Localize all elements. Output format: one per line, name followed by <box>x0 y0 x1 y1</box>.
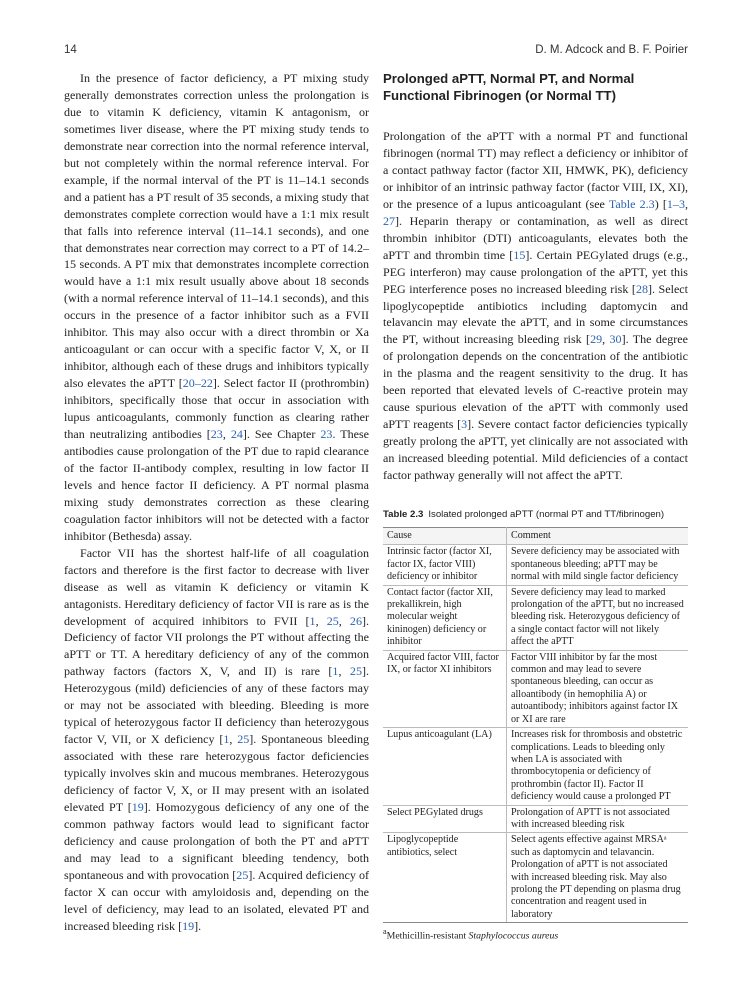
running-header <box>64 44 688 60</box>
paragraph: Prolongation of the aPTT with a normal PT and functional fibrinogen (normal TT) may reflect a deficiency or inhibitor of a contact pathway factor (factor XII, HMWK, PK), deficiency or inhibitor of an intrinsic pathway factor (factor VIII, IX, XI), or the presence of a lupus anticoagulant (see Table 2.3) [1–3, 27]. Heparin therapy or contamination, as well as direct thrombin inhibitor (DTI) anticoagulants, elevates both the aPTT and thrombin time [15]. Certain PEGylated drugs (e.g., PEG interferon) may cause prolongation of the aPTT, yet this PEG interference poses no increased bleeding risk [28]. Select lipoglycopeptide antibiotics including daptomycin and telavancin may elevate the aPTT, and in some circumstances the PT, without increasing bleeding risk [29, 30]. The degree of prolongation depends on the concentration of the antibiotic in the plasma and the reagent sensitivity to the drug. It has been reported that elevated levels of C-reactive protein may cause spurious elevation of the aPTT with commonly used aPTT reagents [3]. Severe contact factor deficiencies typically greatly prolong the aPTT, yet clinically are not associated with an increased bleeding potential. Mild deficiencies of a contact factor pathway generally will not affect the aPTT. <box>383 129 689 483</box>
table-row <box>383 833 688 923</box>
table-row <box>383 650 688 727</box>
column-header-comment: Comment <box>507 528 689 545</box>
cell-cause: Select PEGylated drugs <box>383 805 507 833</box>
footnote-text: Methicillin-resistant <box>386 930 469 942</box>
citation-link[interactable]: 19 <box>182 918 195 933</box>
table-row <box>383 728 688 805</box>
right-column <box>383 70 688 941</box>
cell-comment: Severe deficiency may be associated with spontaneous bleeding; aPTT may be normal with mild single factor deficiency <box>507 545 689 585</box>
table-row <box>383 545 688 585</box>
table-label: Table 2.3 <box>383 509 424 521</box>
citation-link[interactable]: 25 <box>349 664 362 679</box>
citation-link[interactable]: 1 <box>332 664 339 679</box>
section-title: Prolonged aPTT, Normal PT, and Normal Functional Fibrinogen (or Normal TT) <box>383 71 635 103</box>
column-header-cause: Cause <box>383 528 507 545</box>
cell-cause: Acquired factor VIII, factor IX, or factor XI inhibitors <box>383 650 507 727</box>
citation-link[interactable]: 20–22 <box>182 376 213 391</box>
cell-cause: Intrinsic factor (factor XI, factor IX, factor VIII) deficiency or inhibitor <box>383 545 507 585</box>
table-2-3 <box>383 527 688 923</box>
cell-comment: Factor VIII inhibitor by far the most common and may lead to severe spontaneous bleeding, can occur as alloantibody (in hemophilia A) or autoantibody; inhibitors against factor IX or XI are rare <box>507 650 689 727</box>
citation-link[interactable]: Table 2.3 <box>608 196 655 211</box>
citation-link[interactable]: 1 <box>309 613 316 628</box>
left-column <box>64 70 369 935</box>
table-body <box>383 545 688 923</box>
citation-link[interactable]: 24 <box>230 427 243 442</box>
citation-link[interactable]: 23 <box>210 427 223 442</box>
citation-link[interactable]: 25 <box>236 867 249 882</box>
citation-link[interactable]: 28 <box>635 281 648 296</box>
paragraph: Factor VII has the shortest half-life of all coagulation factors and therefore is the first factor to decrease with liver disease as well as vitamin K deficiency or vitamin K antagonists. Hereditary deficiency of factor VII is rare as is the development of acquired inhibitors to FVII [1, 25, 26]. Deficiency of factor VII prolongs the PT without affecting the aPTT or TT. A hereditary deficiency of any of the common pathway factors (factors X, V, and II) is rare [1, 25]. Heterozygous (mild) deficiencies of any of these factors may or may not be associated with bleeding. Bleeding is more typical of heterozygous factor II deficiency than heterozygous factor V, VII, or X deficiency [1, 25]. Spontaneous bleeding associated with these rare heterozygous factor deficiencies typically involves skin and mucous membranes. Heterozygous deficiency of factor V, X, or II may present with an isolated elevated PT [19]. Homozygous deficiency of any one of the common pathway factors would lead to significant factor deficiency and cause prolongation of both the PT and aPTT and may lead to a significant bleeding tendency, both spontaneous and with provocation [25]. Acquired deficiency of factor X can occur with amyloidosis and, depending on the level of deficiency, may lead to an isolated, elevated PT and increased bleeding risk [19]. <box>64 545 370 933</box>
running-authors: D. M. Adcock and B. F. Poirier <box>535 44 688 56</box>
table-row <box>383 585 688 650</box>
page-number: 14 <box>64 44 77 56</box>
citation-link[interactable]: 27 <box>383 213 396 228</box>
cell-comment: Prolongation of APTT is not associated with increased bleeding risk <box>507 805 689 833</box>
citation-link[interactable]: 15 <box>513 247 526 262</box>
citation-link[interactable]: 3 <box>461 417 468 432</box>
citation-link[interactable]: 23 <box>320 427 333 442</box>
citation-link[interactable]: 25 <box>237 732 250 747</box>
footnote-mark: a <box>383 927 387 937</box>
citation-link[interactable]: 19 <box>131 799 144 814</box>
cell-comment: Select agents effective against MRSAᵃ such as daptomycin and telavancin. Prolongation of aPTT is not associated with increased bleeding risk. May also prolong the PT depending on plasma drug concentration and reagent used in laboratory <box>507 833 689 923</box>
cell-cause: Contact factor (factor XII, prekallikrein, high molecular weight kininogen) deficiency or inhibitor <box>383 585 507 650</box>
table-footnote <box>383 927 688 941</box>
cell-comment: Increases risk for thrombosis and obstetric complications. Leads to bleeding only when LA is associated with thrombocytopenia or deficiency of prothrombin (factor II). Factor II deficiency would cause a prolonged PT <box>507 728 689 805</box>
paragraph: In the presence of factor deficiency, a PT mixing study generally demonstrates correction unless the prolongation is due to vitamin K deficiency, vitamin K antagonism, or sometimes liver disease, where the PT mixing study tends to demonstrate near correction into the normal reference interval, but not completely within the normal reference interval. For example, if the normal interval of the PT is 11–14.1 seconds and a patient has a PT result of 35 seconds, a mixing study that demonstrates complete correction would have a 1:1 mix result that falls into reference interval (11–14.1 seconds), and one that demonstrates near correction may correct to a PT of 14.2–15 seconds. A PT mix that demonstrates incomplete correction would have a 1:1 mix result usually above about 18 seconds (with a normal reference interval of 11–14.1 seconds), and this occurs in the presence of a factor inhibitor such as a FVII inhibitor. This may also occur with a direct thrombin or Xa anticoagulant or can occur with a specific factor V, X, or II inhibitor, although each of these drugs and inhibitors typically also elevates the aPTT [20–22]. Select factor II (prothrombin) inhibitors, specifically those that occur in association with lupus anticoagulants, commonly function as clearing rather than neutralizing antibodies [23, 24]. See Chapter 23. These antibodies cause prolongation of the PT due to rapid clearance of the factor II-antibody complex, resulting in low factor II levels and hence factor II deficiency. A PT normal plasma mixing study demonstrates correction as these clearing coagulation factor inhibitors will not be detected with a factor inhibitor (Bethesda) assay. <box>64 71 369 543</box>
citation-link[interactable]: 25 <box>326 613 339 628</box>
table-caption-text: Isolated prolonged aPTT (normal PT and TT/fibrinogen) <box>428 509 665 521</box>
cell-cause: Lipoglycopeptide antibiotics, select <box>383 833 507 923</box>
cell-comment: Severe deficiency may lead to marked prolongation of the aPTT, but no increased bleeding risk. Heterozygous deficiency of a single contact factor will not likely affect the aPTT <box>507 585 689 650</box>
table-row <box>383 805 688 833</box>
citation-link[interactable]: 26 <box>349 613 362 628</box>
citation-link[interactable]: 29 <box>590 332 603 347</box>
table-caption <box>383 509 688 520</box>
citation-link[interactable]: 30 <box>609 332 622 347</box>
citation-link[interactable]: 1 <box>223 732 230 747</box>
citation-link[interactable]: 1–3 <box>666 196 685 211</box>
footnote-italic: Staphylococcus aureus <box>468 930 559 942</box>
table-header-row <box>383 528 688 545</box>
cell-cause: Lupus anticoagulant (LA) <box>383 728 507 805</box>
